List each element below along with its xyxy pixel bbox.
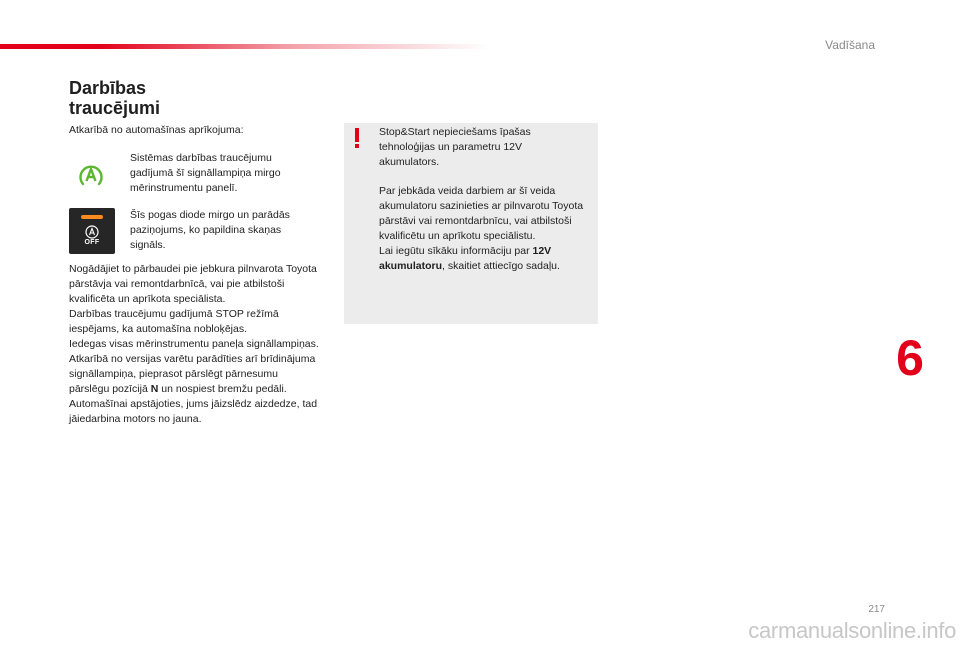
warning-paragraph-3-bold: 12V akumulatoru — [379, 245, 552, 272]
section-title-line2: traucējumi — [69, 98, 161, 118]
page-number: 217 — [868, 604, 885, 615]
body-paragraph-4-bold: N — [150, 383, 159, 395]
body-paragraph-4-start: Atkarībā no versijas varētu parādīties arī brīdinājuma signāllampiņa, pieprasot pārslēgt pārnesumu pārslēgu pozīcijā — [69, 353, 316, 395]
indicator-a-description: Sistēmas darbības traucējumu gadījumā šī signāllampiņa mirgo mērinstrumentu panelī. — [130, 152, 281, 194]
section-title — [69, 78, 309, 118]
warning-paragraph-1: Stop&Start nepieciešams īpašas tehnoloģijas un parametru 12V akumulators. — [379, 126, 531, 168]
body-paragraph-3: Iedegas visas mērinstrumentu paneļa signāllampiņas. — [69, 338, 319, 350]
body-text — [69, 262, 321, 427]
body-paragraph-4 — [69, 352, 321, 397]
warning-paragraph-3-end: , skaitiet attiecīgo sadaļu. — [442, 260, 560, 272]
section-title-line1: Darbības — [69, 78, 147, 98]
warning-paragraph-3-start: Lai iegūtu sīkāku informāciju par — [379, 245, 533, 257]
stop-start-warning-icon — [77, 161, 105, 189]
chapter-number: 6 — [896, 330, 924, 386]
watermark: carmanualsonline.info — [748, 618, 956, 643]
stop-start-off-button-icon — [69, 208, 115, 254]
warning-paragraph-2-block — [379, 184, 594, 274]
button-led-indicator — [81, 215, 103, 219]
indicator-off-description: Šīs pogas diode mirgo un parādās paziņojums, ko papildina skaņas signāls. — [130, 209, 290, 251]
intro-text: Atkarībā no automašīnas aprīkojuma: — [69, 124, 244, 136]
body-paragraph-2: Darbības traucējumu gadījumā STOP režīmā iespējams, ka automašīna nobloķējas. — [69, 308, 279, 335]
chapter-label: Vadīšana — [825, 38, 875, 52]
warning-paragraph-2: Par jebkāda veida darbiem ar šī veida akumulatoru sazinieties ar pilnvarotu Toyota pārstāvi vai remontdarbnīcu, vai atbilstoši kvalificētu un aprīkotu speciālistu. — [379, 185, 584, 242]
warning-exclamation-icon — [352, 128, 362, 148]
header-accent-bar — [0, 44, 490, 49]
body-paragraph-5: Automašīnai apstājoties, jums jāizslēdz aizdedze, tad jāiedarbina motors no jauna. — [69, 398, 318, 425]
off-button-label: OFF — [84, 239, 100, 246]
stop-start-a-icon — [85, 225, 99, 239]
body-paragraph-1: Nogādājiet to pārbaudei pie jebkura pilnvarota Toyota pārstāvja vai remontdarbnīcā, vai pie atbilstoši kvalificēta un aprīkota speciālista. — [69, 263, 317, 305]
body-paragraph-4-end: un nospiest bremžu pedāli. — [158, 383, 287, 395]
